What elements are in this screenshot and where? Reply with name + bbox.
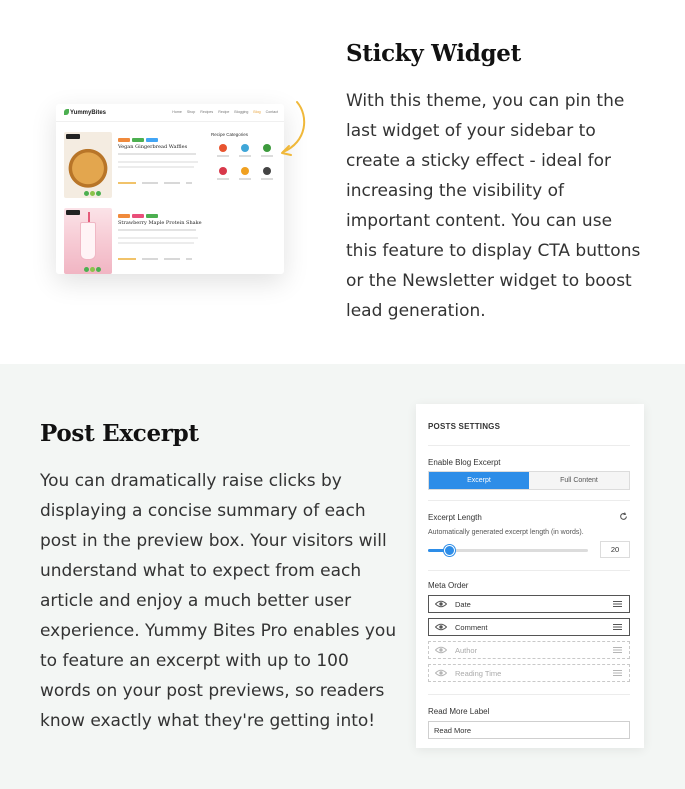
diet-icons bbox=[84, 267, 101, 272]
post-excerpt-line bbox=[118, 242, 194, 244]
post-footer bbox=[118, 258, 192, 260]
section-title: Post Excerpt bbox=[40, 420, 199, 447]
meta-item-comment[interactable] bbox=[428, 618, 630, 636]
section-description: With this theme, you can pin the last widget of your sidebar to create a sticky effect - ideal for increasing the visibility of important content. You can use this feature to display CTA buttons or the Newsletter widget to boost lead generation. bbox=[346, 91, 641, 321]
waffle-image bbox=[64, 132, 112, 198]
reset-icon[interactable] bbox=[619, 512, 628, 521]
section-description: You can dramatically raise clicks by displaying a concise summary of each post in the preview box. Your visitors will understand what to expect from each article and enjoy a much better user experience. Yummy Bites Pro enables you to feature an excerpt with up to 100 words on your post previews, so readers know exactly what they're getting into! bbox=[40, 471, 397, 731]
post-badge bbox=[66, 134, 80, 139]
divider bbox=[428, 570, 630, 571]
post-tags bbox=[118, 138, 158, 142]
category-icon bbox=[263, 167, 271, 175]
enable-excerpt-label: Enable Blog Excerpt bbox=[428, 458, 501, 467]
eye-icon[interactable] bbox=[435, 623, 447, 631]
slider-handle[interactable] bbox=[444, 545, 455, 556]
preview-post-card bbox=[64, 208, 204, 274]
preview-nav-item: Contact bbox=[265, 110, 278, 114]
category-item bbox=[256, 167, 278, 180]
preview-logo: YummyBites bbox=[64, 109, 106, 116]
category-item bbox=[234, 144, 256, 157]
preview-nav-item: Blogging bbox=[234, 110, 249, 114]
drag-handle-icon[interactable] bbox=[613, 601, 622, 607]
divider bbox=[428, 500, 630, 501]
diet-icons bbox=[84, 191, 101, 196]
leaf-icon bbox=[64, 109, 69, 115]
shake-image bbox=[64, 208, 112, 274]
excerpt-length-label: Excerpt Length bbox=[428, 513, 482, 522]
divider bbox=[428, 694, 630, 695]
read-more-input[interactable]: Read More bbox=[428, 721, 630, 739]
meta-item-label: Reading Time bbox=[455, 668, 502, 678]
category-item bbox=[212, 167, 234, 180]
theme-preview-screenshot bbox=[56, 104, 284, 274]
meta-order-label: Meta Order bbox=[428, 581, 469, 590]
post-excerpt-line bbox=[118, 237, 198, 239]
excerpt-toggle bbox=[428, 471, 630, 490]
eye-icon[interactable] bbox=[435, 669, 447, 677]
preview-post-card bbox=[64, 132, 204, 198]
divider bbox=[428, 445, 630, 446]
drag-handle-icon[interactable] bbox=[613, 624, 622, 630]
drag-handle-icon[interactable] bbox=[613, 670, 622, 676]
meta-item-reading-time[interactable] bbox=[428, 664, 630, 682]
preview-nav-item: Blog bbox=[253, 110, 261, 114]
full-content-option[interactable]: Full Content bbox=[529, 472, 629, 489]
panel-heading: POSTS SETTINGS bbox=[428, 422, 501, 431]
preview-post-title: Strawberry Maple Protein Shake bbox=[118, 220, 202, 226]
preview-nav-item: Recipe bbox=[218, 110, 230, 114]
preview-nav-item: Home bbox=[172, 110, 182, 114]
post-meta bbox=[118, 229, 196, 231]
post-excerpt-line bbox=[118, 161, 198, 163]
eye-icon[interactable] bbox=[435, 646, 447, 654]
preview-nav bbox=[172, 110, 278, 114]
read-more-label: Read More Label bbox=[428, 707, 490, 716]
posts-settings-panel bbox=[416, 404, 644, 748]
category-item bbox=[234, 167, 256, 180]
recipe-categories-grid bbox=[212, 144, 276, 180]
preview-nav-item: Recipes bbox=[200, 110, 214, 114]
post-badge bbox=[66, 210, 80, 215]
meta-item-date[interactable] bbox=[428, 595, 630, 613]
eye-icon[interactable] bbox=[435, 600, 447, 608]
post-excerpt-line bbox=[118, 166, 194, 168]
recipe-categories-title: Recipe Categories bbox=[211, 132, 249, 137]
meta-item-label: Comment bbox=[455, 622, 488, 632]
preview-nav-item: Shop bbox=[186, 110, 196, 114]
meta-item-label: Date bbox=[455, 599, 471, 609]
category-icon bbox=[241, 167, 249, 175]
excerpt-length-hint: Automatically generated excerpt length (in words). bbox=[428, 529, 584, 536]
section-title: Sticky Widget bbox=[346, 40, 521, 67]
sticky-widget-section bbox=[0, 0, 685, 364]
preview-post-title: Vegan Gingerbread Waffles bbox=[118, 144, 188, 150]
post-meta bbox=[118, 153, 196, 155]
post-tags bbox=[118, 214, 158, 218]
category-item bbox=[212, 144, 234, 157]
category-icon bbox=[219, 167, 227, 175]
drag-handle-icon[interactable] bbox=[613, 647, 622, 653]
meta-item-label: Author bbox=[455, 645, 478, 655]
category-icon bbox=[263, 144, 271, 152]
curved-arrow-icon bbox=[275, 100, 311, 162]
preview-header bbox=[56, 104, 284, 122]
category-icon bbox=[219, 144, 227, 152]
excerpt-length-input[interactable]: 20 bbox=[600, 541, 630, 558]
post-footer bbox=[118, 182, 192, 184]
excerpt-option[interactable]: Excerpt bbox=[429, 472, 529, 489]
category-icon bbox=[241, 144, 249, 152]
meta-item-author[interactable] bbox=[428, 641, 630, 659]
post-excerpt-section bbox=[0, 364, 685, 789]
